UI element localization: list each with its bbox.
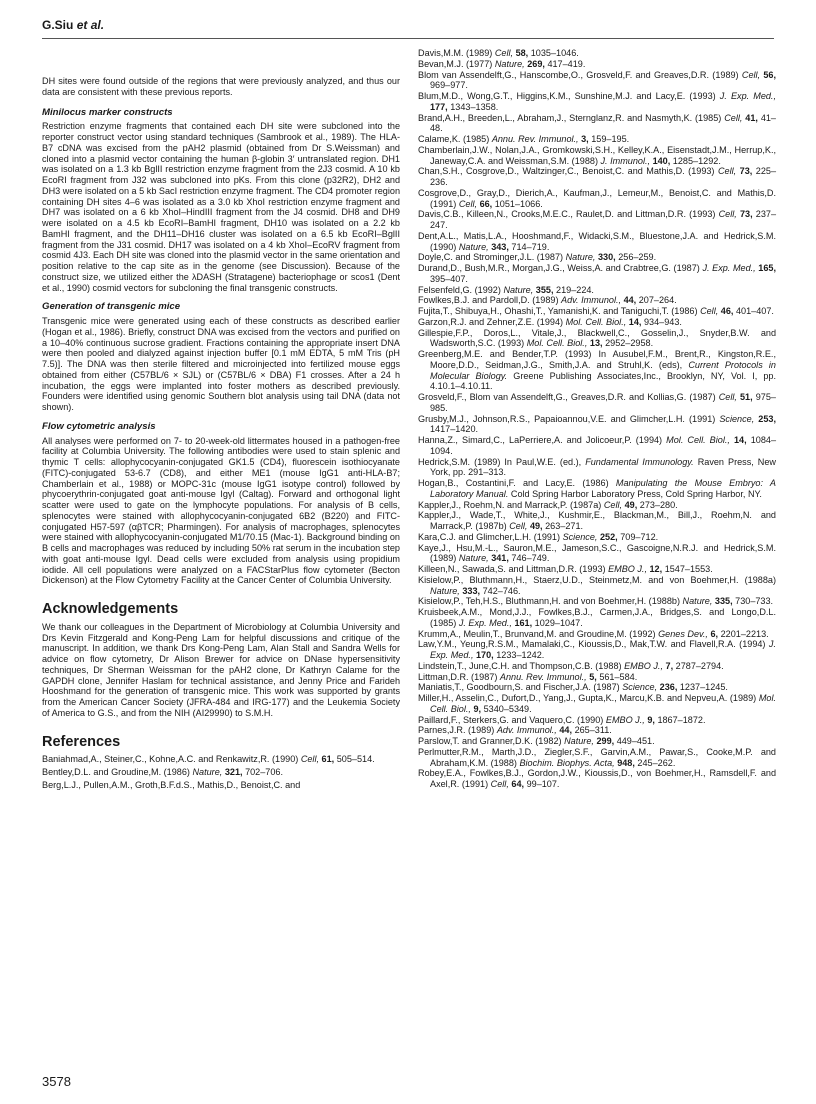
reference-item: Grusby,M.J., Johnson,R.S., Papaioannou,V.E. and Glimcher,L.H. (1991) Science, 253, 1417–1420. (418, 413, 776, 435)
acknowledgements-heading: Acknowledgements (42, 601, 179, 617)
page-number: 3578 (42, 1074, 71, 1089)
reference-item: Felsenfeld,G. (1992) Nature, 355, 219–224. (418, 284, 594, 295)
section-body-transgenic: Transgenic mice were generated using each of these constructs as described earlier (Hogan et al., 1986). Briefly, construct DNA was excised from the vectors and purified on a 10–40% continuous sucrose gradient. Fractions containing the appropriate insert DNA were then pooled and dialyzed against injection buffer [0.1 mM EDTA, 5 mM Tris (pH 7.5)]. The DNA was then sterile filtered and microinjected into fertilized mouse eggs obtained from either (C57BL/6 × SJL) or (C57BL/6 × DBA) F1 crosses. After a 24 h incubation, the eggs were implanted into foster mothers as described previously. Founders were identified using genomic Southern blot analysis using tail DNA (data not shown). (42, 316, 400, 412)
reference-item: Perlmutter,R.M., Marth,J.D., Ziegler,S.F., Garvin,A.M., Pawar,S., Cooke,M.P. and Abraham,K.M. (1988) Biochim. Biophys. Acta, 948, 245–262. (418, 746, 776, 768)
reference-item: Durand,D., Bush,M.R., Morgan,J.G., Weiss,A. and Crabtree,G. (1987) J. Exp. Med., 165, 395–407. (418, 263, 776, 284)
header-etal: et al. (76, 18, 105, 32)
reference-item: Lindstein,T., June,C.H. and Thompson,C.B. (1988) EMBO J., 7, 2787–2794. (418, 660, 724, 671)
reference-item: Hanna,Z., Simard,C., LaPerriere,A. and Jolicoeur,P. (1994) Mol. Cell. Biol., 14, 1084–1094. (418, 435, 777, 456)
reference-item: Maniatis,T., Goodbourn,S. and Fischer,J.A. (1987) Science, 236, 1237–1245. (418, 682, 728, 693)
reference-item: Parslow,T. and Granner,D.K. (1982) Nature, 299, 449–451. (418, 736, 655, 746)
section-heading-flow: Flow cytometric analysis (42, 420, 156, 432)
intro-paragraph: DH sites were found outside of the regions that were previously analyzed, and thus our data are consistent with these previous reports. (42, 76, 400, 97)
running-header (42, 18, 104, 32)
reference-item: Grosveld,F., Blom van Assendelft,G., Greaves,D.R. and Kollias,G. (1987) Cell, 51, 975–985. (418, 392, 776, 413)
header-author: G.Siu (42, 18, 74, 32)
reference-item: Kappler,J., Wade,T., White,J., Kushmir,E., Blackman,M., Bill,J., Roehm,N. and Marrack,P. (1987b) Cell, 49, 263–271. (418, 510, 776, 531)
reference-item: Calame,K. (1985) Annu. Rev. Immunol., 3, 159–195. (418, 134, 630, 144)
references-heading: References (42, 733, 121, 750)
reference-item: Bevan,M.J. (1977) Nature, 269, 417–419. (418, 58, 586, 69)
reference-item: Chan,S.H., Cosgrove,D., Waltzinger,C., Benoist,C. and Mathis,D. (1993) Cell, 73, 225–236. (418, 166, 777, 187)
acknowledgements-body: We thank our colleagues in the Department of Microbiology at Columbia University and Drs Kevin Fitzgerald and Kong-Peng Lam for helpful discussions and critique of the manuscript. In addition, we thank Drs Kong-Peng Lam, Alan Stall and Sandra Wells for advice on flow cytometry, Dr Alison Brewer for advice on DNase hypersensitivity techniques, Dr Sherman Weissman for the pAH2 clone, Dr Kathryn Calame for the GAPDH clone, Jennifer Haslam for technical assistance, and Jenny Price and Farideh Hooshmand for the generation of transgenic mice. This work was supported by grants from the American Cancer Society (JFRA-484 and IRG-177) and the Leukemia Society of America to G.S., and from the NIH (AI29990) to S.M.H. (42, 621, 400, 718)
reference-item: Krumm,A., Meulin,T., Brunvand,M. and Groudine,M. (1992) Genes Dev., 6, 2201–2213. (418, 628, 769, 639)
reference-item: Parnes,J.R. (1989) Adv. Immunol., 44, 265–311. (418, 725, 612, 736)
right-column (418, 48, 776, 790)
reference-item: Kisielow,P., Bluthmann,H., Staerz,U.D., Steinmetz,M. and von Boehmer,H. (1988a) Nature, 333, 742–746. (418, 574, 776, 596)
reference-item: Blum,M.D., Wong,G.T., Higgins,K.M., Sunshine,M.J. and Lacy,E. (1993) J. Exp. Med., 177, 1343–1358. (418, 91, 776, 112)
section-body-minilocus: Restriction enzyme fragments that contained each DH site were subcloned into the reporter construct vector using standard techniques (Sambrook et al., 1989). The HLA-B7 cDNA was excised from the pAH2 plasmid (obtained from Dr S.Weissman) and cloned into a plasmid vector containing the human β-globin 3′ untranslated region. DH1 was isolated on a 1.3 kb BglII restriction enzyme fragment from the 2J3 cosmid. A 10 kb EcoRI fragment from J32 was subcloned into pKs. From this clone (p32R2), DH2 and DH3 were isolated on a 5 kb SacI restriction enzyme fragment. The CD4 promoter region containing DH sites 4–6 was isolated as a 3.0 kb XhoI restriction enzyme fragment and DH7 was isolated on a 6 kb XhoI–HindIII fragment from the J4 cosmid. DH8 and DH9 were isolated on a 4.5 kb EcoRI–BamHI fragment, DH10 was isolated on a 2.2 kb BamHI fragment, and the DH11–DH16 cluster was isolated on a 6.5 kb EcoRI–BglII fragment from the J31 cosmid. DH17 was isolated on a 4 kb XhoI–EcoRV fragment from cosmid 4J3. Each DH site was cloned into the plasmid vector in the same orientation and position relative to the cap site as in the genome (see Discussion). Because of the construct size, we utilized either the λDASH (Stratagene) bacteriophage or scos1 (Dent et al., 1990) cosmid vectors for subcloning the final transgenic constructs. (42, 121, 400, 293)
reference-item: Littman,D.R. (1987) Annu. Rev. Immunol., 5, 561–584. (418, 671, 638, 682)
reference-item: Gillespie,F.P., Doros,L., Vitale,J., Blackwell,C., Gosselin,J., Snyder,B.W. and Wadsworth,S.C. (1993) Mol. Cell. Biol., 13, 2952–2958. (418, 327, 776, 349)
reference-item: Blom van Assendelft,G., Hanscombe,O., Grosveld,F. and Greaves,D.R. (1989) Cell, 56, 969–977. (418, 69, 777, 91)
reference-item: Fujita,T., Shibuya,H., Ohashi,T., Yamanishi,K. and Taniguchi,T. (1986) Cell, 46, 401–407. (418, 306, 774, 316)
reference-item: Law,Y.M., Yeung,R.S.M., Mamalaki,C., Kioussis,D., Mak,T.W. and Flavell,R.A. (1994) J. Exp. Med., 170, 1233–1242. (418, 639, 776, 660)
reference-item: Paillard,F., Sterkers,G. and Vaquero,C. (1990) EMBO J., 9, 1867–1872. (418, 714, 706, 725)
reference-item: Baniahmad,A., Steiner,C., Kohne,A.C. and Renkawitz,R. (1990) Cell, 61, 505–514. (42, 754, 375, 765)
right-reference-list (418, 48, 776, 790)
reference-item: Bentley,D.L. and Groudine,M. (1986) Nature, 321, 702–706. (42, 767, 283, 777)
reference-item: Davis,C.B., Killeen,N., Crooks,M.E.C., Raulet,D. and Littman,D.R. (1993) Cell, 73, 237–247. (418, 209, 777, 230)
reference-item: Davis,M.M. (1989) Cell, 58, 1035–1046. (418, 48, 579, 58)
reference-item: Killeen,N., Sawada,S. and Littman,D.R. (1993) EMBO J., 12, 1547–1553. (418, 564, 713, 574)
header-rule (42, 38, 774, 39)
reference-item: Dent,A.L., Matis,L.A., Hooshmand,F., Widacki,S.M., Bluestone,J.A. and Hedrick,S.M. (1990) Nature, 343, 714–719. (418, 230, 776, 252)
reference-item: Kappler,J., Roehm,N. and Marrack,P. (1987a) Cell, 49, 273–280. (418, 499, 678, 510)
reference-item: Doyle,C. and Strominger,J.L. (1987) Nature, 330, 256–259. (418, 252, 657, 263)
reference-item: Brand,A.H., Breeden,L., Abraham,J., Sternglanz,R. and Nasmyth,K. (1985) Cell, 41, 41–48. (418, 112, 776, 134)
reference-item: Garzon,R.J. and Zehner,Z.E. (1994) Mol. Cell. Biol., 14, 934–943. (418, 316, 682, 327)
section-heading-transgenic: Generation of transgenic mice (42, 301, 181, 313)
reference-item: Berg,L.J., Pullen,A.M., Groth,B.F.d.S., Mathis,D., Benoist,C. and (42, 779, 301, 790)
reference-item: Fowlkes,B.J. and Pardoll,D. (1989) Adv. Immunol., 44, 207–264. (418, 295, 677, 306)
reference-item: Hogan,B., Costantini,F. and Lacy,E. (1986) Manipulating the Mouse Embryo: A Laboratory Manual. Cold Spring Harbor Laboratory Press, Cold Spring Harbor, NY. (418, 478, 777, 499)
reference-item: Robey,E.A., Fowlkes,B.J., Gordon,J.W., Kioussis,D., von Boehmer,H., Ramsdell,F. and Axel,R. (1991) Cell, 64, 99–107. (418, 768, 776, 789)
reference-item: Greenberg,M.E. and Bender,T.P. (1993) In Ausubel,F.M., Brent,R., Kingston,R.E., Moore,D.D., Seidman,J.G., Smith,J.A. and Struhl,K. (eds), Current Protocols in Molecular Biology. Greene Publishing Associates,Inc., Brooklyn, NY, Vol. I, pp. 4.10.1–4.10.11. (418, 349, 776, 392)
left-column (42, 44, 400, 793)
reference-item: Miller,H., Asselin,C., Dufort,D., Yang,J., Gupta,K., Marcu,K.B. and Nepveu,A. (1989) Mol. Cell. Biol., 9, 5340–5349. (418, 693, 776, 714)
reference-item: Kara,C.J. and Glimcher,L.H. (1991) Science, 252, 709–712. (418, 531, 659, 542)
reference-item: Kisielow,P., Teh,H.S., Bluthmann,H. and von Boehmer,H. (1988b) Nature, 335, 730–733. (418, 596, 774, 607)
reference-item: Chamberlain,J.W., Nolan,J.A., Gromkowski,S.H., Kelley,K.A., Eisenstadt,J.M., Herrup,K., Janeway,C.A. and Weissman,S.M. (1988) J. Immunol., 140, 1285–1292. (418, 144, 776, 166)
reference-item: Cosgrove,D., Gray,D., Dierich,A., Kaufman,J., Lemeur,M., Benoist,C. and Mathis,D. (1991) Cell, 66, 1051–1066. (418, 187, 776, 209)
reference-item: Kaye,J., Hsu,M.-L., Sauron,M.E., Jameson,S.C., Gascoigne,N.R.J. and Hedrick,S.M. (1989) Nature, 341, 746–749. (418, 542, 776, 564)
section-body-flow: All analyses were performed on 7- to 20-week-old littermates housed in a pathogen-free facility at Columbia University. The following antibodies were used to stain splenic and thymic T cells: allophycocyanin-conjugated GK1.5 (CD4), fluorescein isothiocyanate (FITC)-conjugated 53-6.7 (CD8), and either ME1 (mouse IgG1 anti-HLA-B7; Chamberlain et al., 1988) or MOPC-31c (mouse IgG1 isotype control) followed by phycoerythrin-conjugated goat anti-mouse Igγl (Caltag). Forward and orthogonal light scatter were used to gate on the lymphocyte populations. For analysis of B cells, splenocytes were stained with allophycocyanin-conjugated 6B2 (B220) and FITC-conjugated H57-597 (αβTCR; Pharmingen). For analysis of macrophages, splenocytes were stained with allophycocyanin-conjugated M1/70.15 (Mac-1). Background binding on B cells and macrophages was reduced by including 50% rat serum in the incubation step with goat anti-mouse Igγl. Dead cells were excluded from analysis using propidium iodide. All cell populations were analyzed on a FACStarPlus flow cytometer (Becton Dickenson) at the Flow Cytometry Facility at the Cancer Center of Columbia University. (42, 435, 400, 586)
reference-item: Hedrick,S.M. (1989) In Paul,W.E. (ed.), Fundamental Immunology. Raven Press, New York, pp. 291–313. (418, 456, 776, 478)
left-reference-list (42, 754, 400, 790)
reference-item: Kruisbeek,A.M., Mond,J.J., Fowlkes,B.J., Carmen,J.A., Bridges,S. and Longo,D.L. (1985) J. Exp. Med., 161, 1029–1047. (418, 607, 776, 628)
section-heading-minilocus: Minilocus marker constructs (42, 106, 173, 118)
